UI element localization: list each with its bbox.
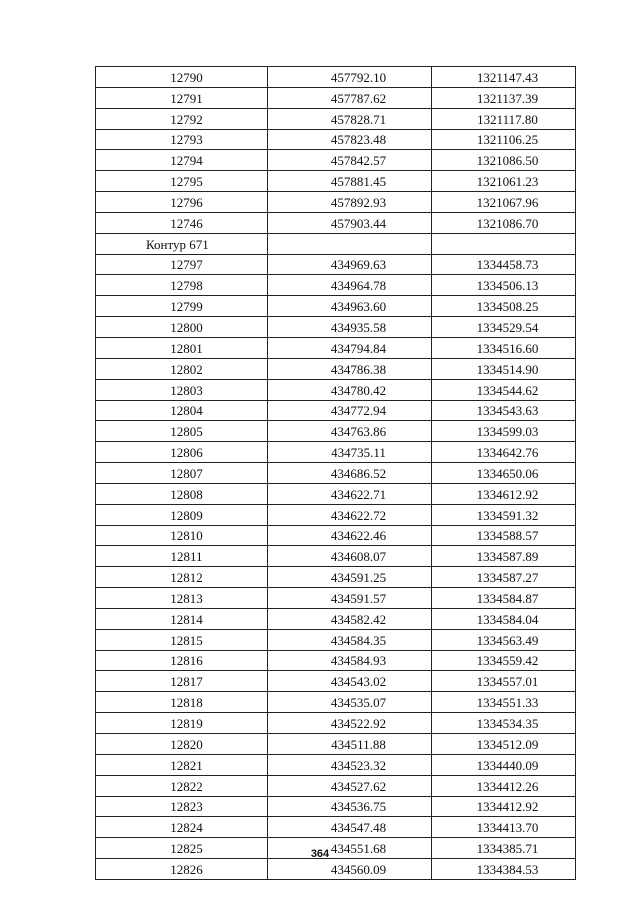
table-row [96, 859, 576, 880]
point-number-cell: 12792 [96, 108, 268, 129]
table-row [96, 296, 576, 317]
x-coordinate-cell: 434547.48 [268, 817, 432, 838]
x-coordinate-cell: 434772.94 [268, 400, 432, 421]
point-number-cell: 12809 [96, 504, 268, 525]
table-row [96, 421, 576, 442]
x-coordinate-cell: 434780.42 [268, 379, 432, 400]
empty-cell [432, 233, 576, 254]
x-coordinate-cell: 434523.32 [268, 754, 432, 775]
x-coordinate-cell: 434535.07 [268, 692, 432, 713]
table-row [96, 400, 576, 421]
point-number-cell: 12807 [96, 463, 268, 484]
point-number-cell: 12826 [96, 859, 268, 880]
table-row [96, 171, 576, 192]
point-number-cell: 12806 [96, 442, 268, 463]
y-coordinate-cell: 1321137.39 [432, 87, 576, 108]
x-coordinate-cell: 434964.78 [268, 275, 432, 296]
point-number-cell: 12808 [96, 483, 268, 504]
empty-cell [268, 233, 432, 254]
x-coordinate-cell: 434536.75 [268, 796, 432, 817]
point-number-cell: 12811 [96, 546, 268, 567]
y-coordinate-cell: 1334591.32 [432, 504, 576, 525]
x-coordinate-cell: 457881.45 [268, 171, 432, 192]
point-number-cell: 12813 [96, 588, 268, 609]
x-coordinate-cell: 434527.62 [268, 775, 432, 796]
x-coordinate-cell: 434522.92 [268, 713, 432, 734]
point-number-cell: 12804 [96, 400, 268, 421]
y-coordinate-cell: 1334587.27 [432, 567, 576, 588]
x-coordinate-cell: 434543.02 [268, 671, 432, 692]
y-coordinate-cell: 1334385.71 [432, 838, 576, 859]
point-number-cell: 12799 [96, 296, 268, 317]
table-row [96, 150, 576, 171]
table-row [96, 317, 576, 338]
table-row [96, 275, 576, 296]
x-coordinate-cell: 434763.86 [268, 421, 432, 442]
point-number-cell: 12801 [96, 337, 268, 358]
y-coordinate-cell: 1334412.26 [432, 775, 576, 796]
y-coordinate-cell: 1334551.33 [432, 692, 576, 713]
x-coordinate-cell: 434963.60 [268, 296, 432, 317]
table-row [96, 108, 576, 129]
y-coordinate-cell: 1334587.89 [432, 546, 576, 567]
table-row [96, 358, 576, 379]
point-number-cell: 12790 [96, 67, 268, 88]
x-coordinate-cell: 457892.93 [268, 192, 432, 213]
table-row [96, 692, 576, 713]
point-number-cell: 12816 [96, 650, 268, 671]
point-number-cell: 12802 [96, 358, 268, 379]
x-coordinate-cell: 434608.07 [268, 546, 432, 567]
table-row [96, 775, 576, 796]
y-coordinate-cell: 1321086.50 [432, 150, 576, 171]
x-coordinate-cell: 434622.71 [268, 483, 432, 504]
table-row [96, 734, 576, 755]
x-coordinate-cell: 457787.62 [268, 87, 432, 108]
table-row [96, 442, 576, 463]
table-row [96, 463, 576, 484]
x-coordinate-cell: 434622.72 [268, 504, 432, 525]
point-number-cell: 12820 [96, 734, 268, 755]
table-row [96, 629, 576, 650]
y-coordinate-cell: 1334563.49 [432, 629, 576, 650]
x-coordinate-cell: 434584.93 [268, 650, 432, 671]
point-number-cell: 12791 [96, 87, 268, 108]
y-coordinate-cell: 1334584.87 [432, 588, 576, 609]
x-coordinate-cell: 434735.11 [268, 442, 432, 463]
table-body [96, 67, 576, 880]
table-row [96, 129, 576, 150]
table-row [96, 192, 576, 213]
table-row [96, 650, 576, 671]
x-coordinate-cell: 457903.44 [268, 212, 432, 233]
y-coordinate-cell: 1321067.96 [432, 192, 576, 213]
point-number-cell: 12821 [96, 754, 268, 775]
x-coordinate-cell: 434511.88 [268, 734, 432, 755]
section-row [96, 233, 576, 254]
point-number-cell: 12817 [96, 671, 268, 692]
table-row [96, 67, 576, 88]
point-number-cell: 12798 [96, 275, 268, 296]
x-coordinate-cell: 434935.58 [268, 317, 432, 338]
y-coordinate-cell: 1321061.23 [432, 171, 576, 192]
y-coordinate-cell: 1334650.06 [432, 463, 576, 484]
y-coordinate-cell: 1334384.53 [432, 859, 576, 880]
y-coordinate-cell: 1334412.92 [432, 796, 576, 817]
point-number-cell: 12812 [96, 567, 268, 588]
y-coordinate-cell: 1334544.62 [432, 379, 576, 400]
x-coordinate-cell: 457823.48 [268, 129, 432, 150]
table-row [96, 817, 576, 838]
x-coordinate-cell: 434786.38 [268, 358, 432, 379]
coordinates-sheet [95, 66, 575, 880]
section-label: Контур 671 [96, 233, 268, 254]
table-row [96, 504, 576, 525]
point-number-cell: 12794 [96, 150, 268, 171]
table-row [96, 713, 576, 734]
x-coordinate-cell: 434582.42 [268, 608, 432, 629]
y-coordinate-cell: 1334514.90 [432, 358, 576, 379]
point-number-cell: 12822 [96, 775, 268, 796]
point-number-cell: 12818 [96, 692, 268, 713]
coordinates-table [95, 66, 576, 880]
table-row [96, 588, 576, 609]
point-number-cell: 12805 [96, 421, 268, 442]
y-coordinate-cell: 1334599.03 [432, 421, 576, 442]
page-number: 364 [310, 848, 330, 860]
x-coordinate-cell: 434591.25 [268, 567, 432, 588]
y-coordinate-cell: 1334413.70 [432, 817, 576, 838]
table-row [96, 671, 576, 692]
y-coordinate-cell: 1334612.92 [432, 483, 576, 504]
y-coordinate-cell: 1334559.42 [432, 650, 576, 671]
x-coordinate-cell: 434622.46 [268, 525, 432, 546]
point-number-cell: 12814 [96, 608, 268, 629]
y-coordinate-cell: 1321106.25 [432, 129, 576, 150]
point-number-cell: 12825 [96, 838, 268, 859]
table-row [96, 567, 576, 588]
table-row [96, 379, 576, 400]
y-coordinate-cell: 1334529.54 [432, 317, 576, 338]
y-coordinate-cell: 1321117.80 [432, 108, 576, 129]
table-row [96, 87, 576, 108]
table-row [96, 337, 576, 358]
y-coordinate-cell: 1334440.09 [432, 754, 576, 775]
x-coordinate-cell: 434686.52 [268, 463, 432, 484]
table-row [96, 796, 576, 817]
point-number-cell: 12803 [96, 379, 268, 400]
y-coordinate-cell: 1321086.70 [432, 212, 576, 233]
x-coordinate-cell: 457828.71 [268, 108, 432, 129]
y-coordinate-cell: 1334512.09 [432, 734, 576, 755]
y-coordinate-cell: 1334557.01 [432, 671, 576, 692]
y-coordinate-cell: 1334458.73 [432, 254, 576, 275]
y-coordinate-cell: 1334506.13 [432, 275, 576, 296]
x-coordinate-cell: 434591.57 [268, 588, 432, 609]
point-number-cell: 12795 [96, 171, 268, 192]
y-coordinate-cell: 1334516.60 [432, 337, 576, 358]
point-number-cell: 12815 [96, 629, 268, 650]
y-coordinate-cell: 1334642.76 [432, 442, 576, 463]
table-row [96, 525, 576, 546]
y-coordinate-cell: 1334508.25 [432, 296, 576, 317]
y-coordinate-cell: 1334543.63 [432, 400, 576, 421]
x-coordinate-cell: 457792.10 [268, 67, 432, 88]
point-number-cell: 12800 [96, 317, 268, 338]
y-coordinate-cell: 1334584.04 [432, 608, 576, 629]
table-row [96, 212, 576, 233]
y-coordinate-cell: 1334534.35 [432, 713, 576, 734]
point-number-cell: 12746 [96, 212, 268, 233]
point-number-cell: 12810 [96, 525, 268, 546]
table-row [96, 608, 576, 629]
point-number-cell: 12793 [96, 129, 268, 150]
point-number-cell: 12824 [96, 817, 268, 838]
table-row [96, 254, 576, 275]
x-coordinate-cell: 434794.84 [268, 337, 432, 358]
table-row [96, 754, 576, 775]
x-coordinate-cell: 434584.35 [268, 629, 432, 650]
point-number-cell: 12797 [96, 254, 268, 275]
y-coordinate-cell: 1334588.57 [432, 525, 576, 546]
x-coordinate-cell: 434551.68 [268, 838, 432, 859]
x-coordinate-cell: 434560.09 [268, 859, 432, 880]
x-coordinate-cell: 457842.57 [268, 150, 432, 171]
table-row [96, 546, 576, 567]
point-number-cell: 12819 [96, 713, 268, 734]
x-coordinate-cell: 434969.63 [268, 254, 432, 275]
point-number-cell: 12796 [96, 192, 268, 213]
point-number-cell: 12823 [96, 796, 268, 817]
y-coordinate-cell: 1321147.43 [432, 67, 576, 88]
table-row [96, 483, 576, 504]
